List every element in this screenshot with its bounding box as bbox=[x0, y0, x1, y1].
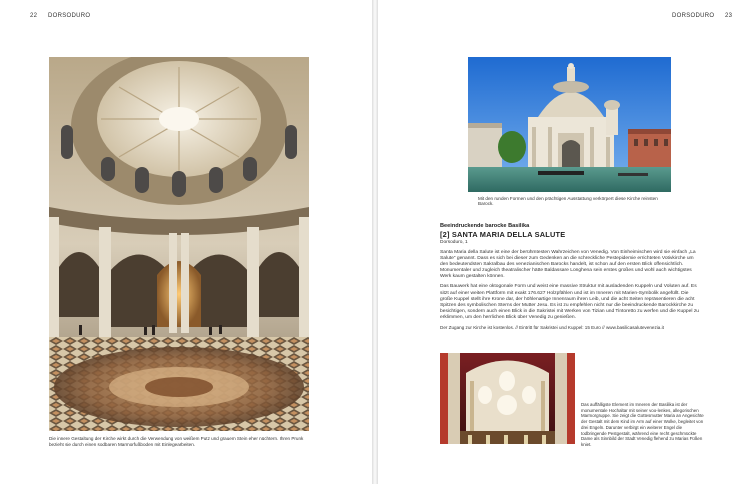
left-running-head: DORSODURO bbox=[48, 13, 91, 19]
article-note: Der Zugang zur Kirche ist kostenlos. // Eintritt für Sakristei und Kuppel: 15 Euro // www.basilicasalutevenezia.it bbox=[440, 325, 664, 331]
altar-photo bbox=[440, 353, 575, 444]
article-kicker: Beeindruckende barocke Basilika bbox=[440, 223, 530, 229]
article-paragraph-2: Das Bauwerk hat eine oktogonale Form und weist eine massive Struktur mit ausladenden Kuppeln und Voluten auf. Es sitzt auf einer weiten Plattform mit exakt 176.627 Holzpfählen und ist im Inneren mit Marien-Symbolik angefüllt. Die große Kuppel stellt ihre Krone dar, der höhlenartige Innenraum ihren Leib, und die acht Seiten repräsentieren die acht Spitzen des symbolischen Sterns der Mutter Jesu. Es ist zu empfehlen nicht nur die beeindruckende Barockkirche zu besichtigen, sondern auch einen Blick in die Sakristei mit Werken von Tizian und Tintoretto zu werfen und die Kuppel zu erklimmen, um den herrlichen Blick über Venedig zu genießen. bbox=[440, 284, 699, 320]
basilica-exterior-photo bbox=[468, 57, 671, 192]
left-page-number: 22 bbox=[30, 13, 38, 19]
altar-caption: Das auffälligste Element im Inneren der Basilika ist der monumentale Hochaltar mit seiner voo-lenkes, allegorischen Marmorgruppe. Sie zeigt die Gottesmutter Maria an Angesichte der Gestalt mit dem Kind im Arm auf einer Wolke, begleitet von drei Engeln. Darunter verbirgt ein weiterer Engel die todbringende Pestgestalt, während eine recht geschmückte Dame als Sinnbild der Stadt Venedig flehend zu Marias Füßen kniet. bbox=[581, 402, 704, 447]
article bbox=[440, 223, 702, 331]
book-gutter bbox=[372, 0, 378, 484]
article-heading: [2] SANTA MARIA DELLA SALUTE bbox=[440, 230, 566, 239]
article-paragraph-1: Santa Maria della Salute ist eine der berühmtesten Wahrzeichen von Venedig. Von Einheimischen wird sie einfach „La Salute“ genannt. Dass es sich bei dieser zum Gedenken an die schreckliche Pestepidemie errichteten Votivkirche um den bedeutendsten Sakralbau des venezianischen Barocks handelt, ist schon auf den ersten Blick offensichtlich. Monumentaler und zugleich theatralischer hätte Baldassare Longhena sein erstes großes und wohl auch wichtigstes Werk kaum gestalten können. bbox=[440, 250, 696, 280]
exterior-caption: Mit den runden Formen und den prächtigen Ausstattung verkörpert diese Kirche reinsten Barock. bbox=[478, 196, 658, 206]
right-running-head: DORSODURO bbox=[672, 13, 715, 19]
interior-caption: Die innere Gestaltung der Kirche wirkt durch die Verwendung von weißem Putz und grauem Stein eher nüchtern. Ihren Prunk bezieht sie durch einen sodbaren Marmorfußboden mit Einlegearbeiten. bbox=[49, 436, 304, 447]
right-page-number: 23 bbox=[725, 13, 733, 19]
basilica-interior-photo bbox=[49, 57, 309, 431]
article-address: Dorsoduro, 1 bbox=[440, 240, 468, 245]
